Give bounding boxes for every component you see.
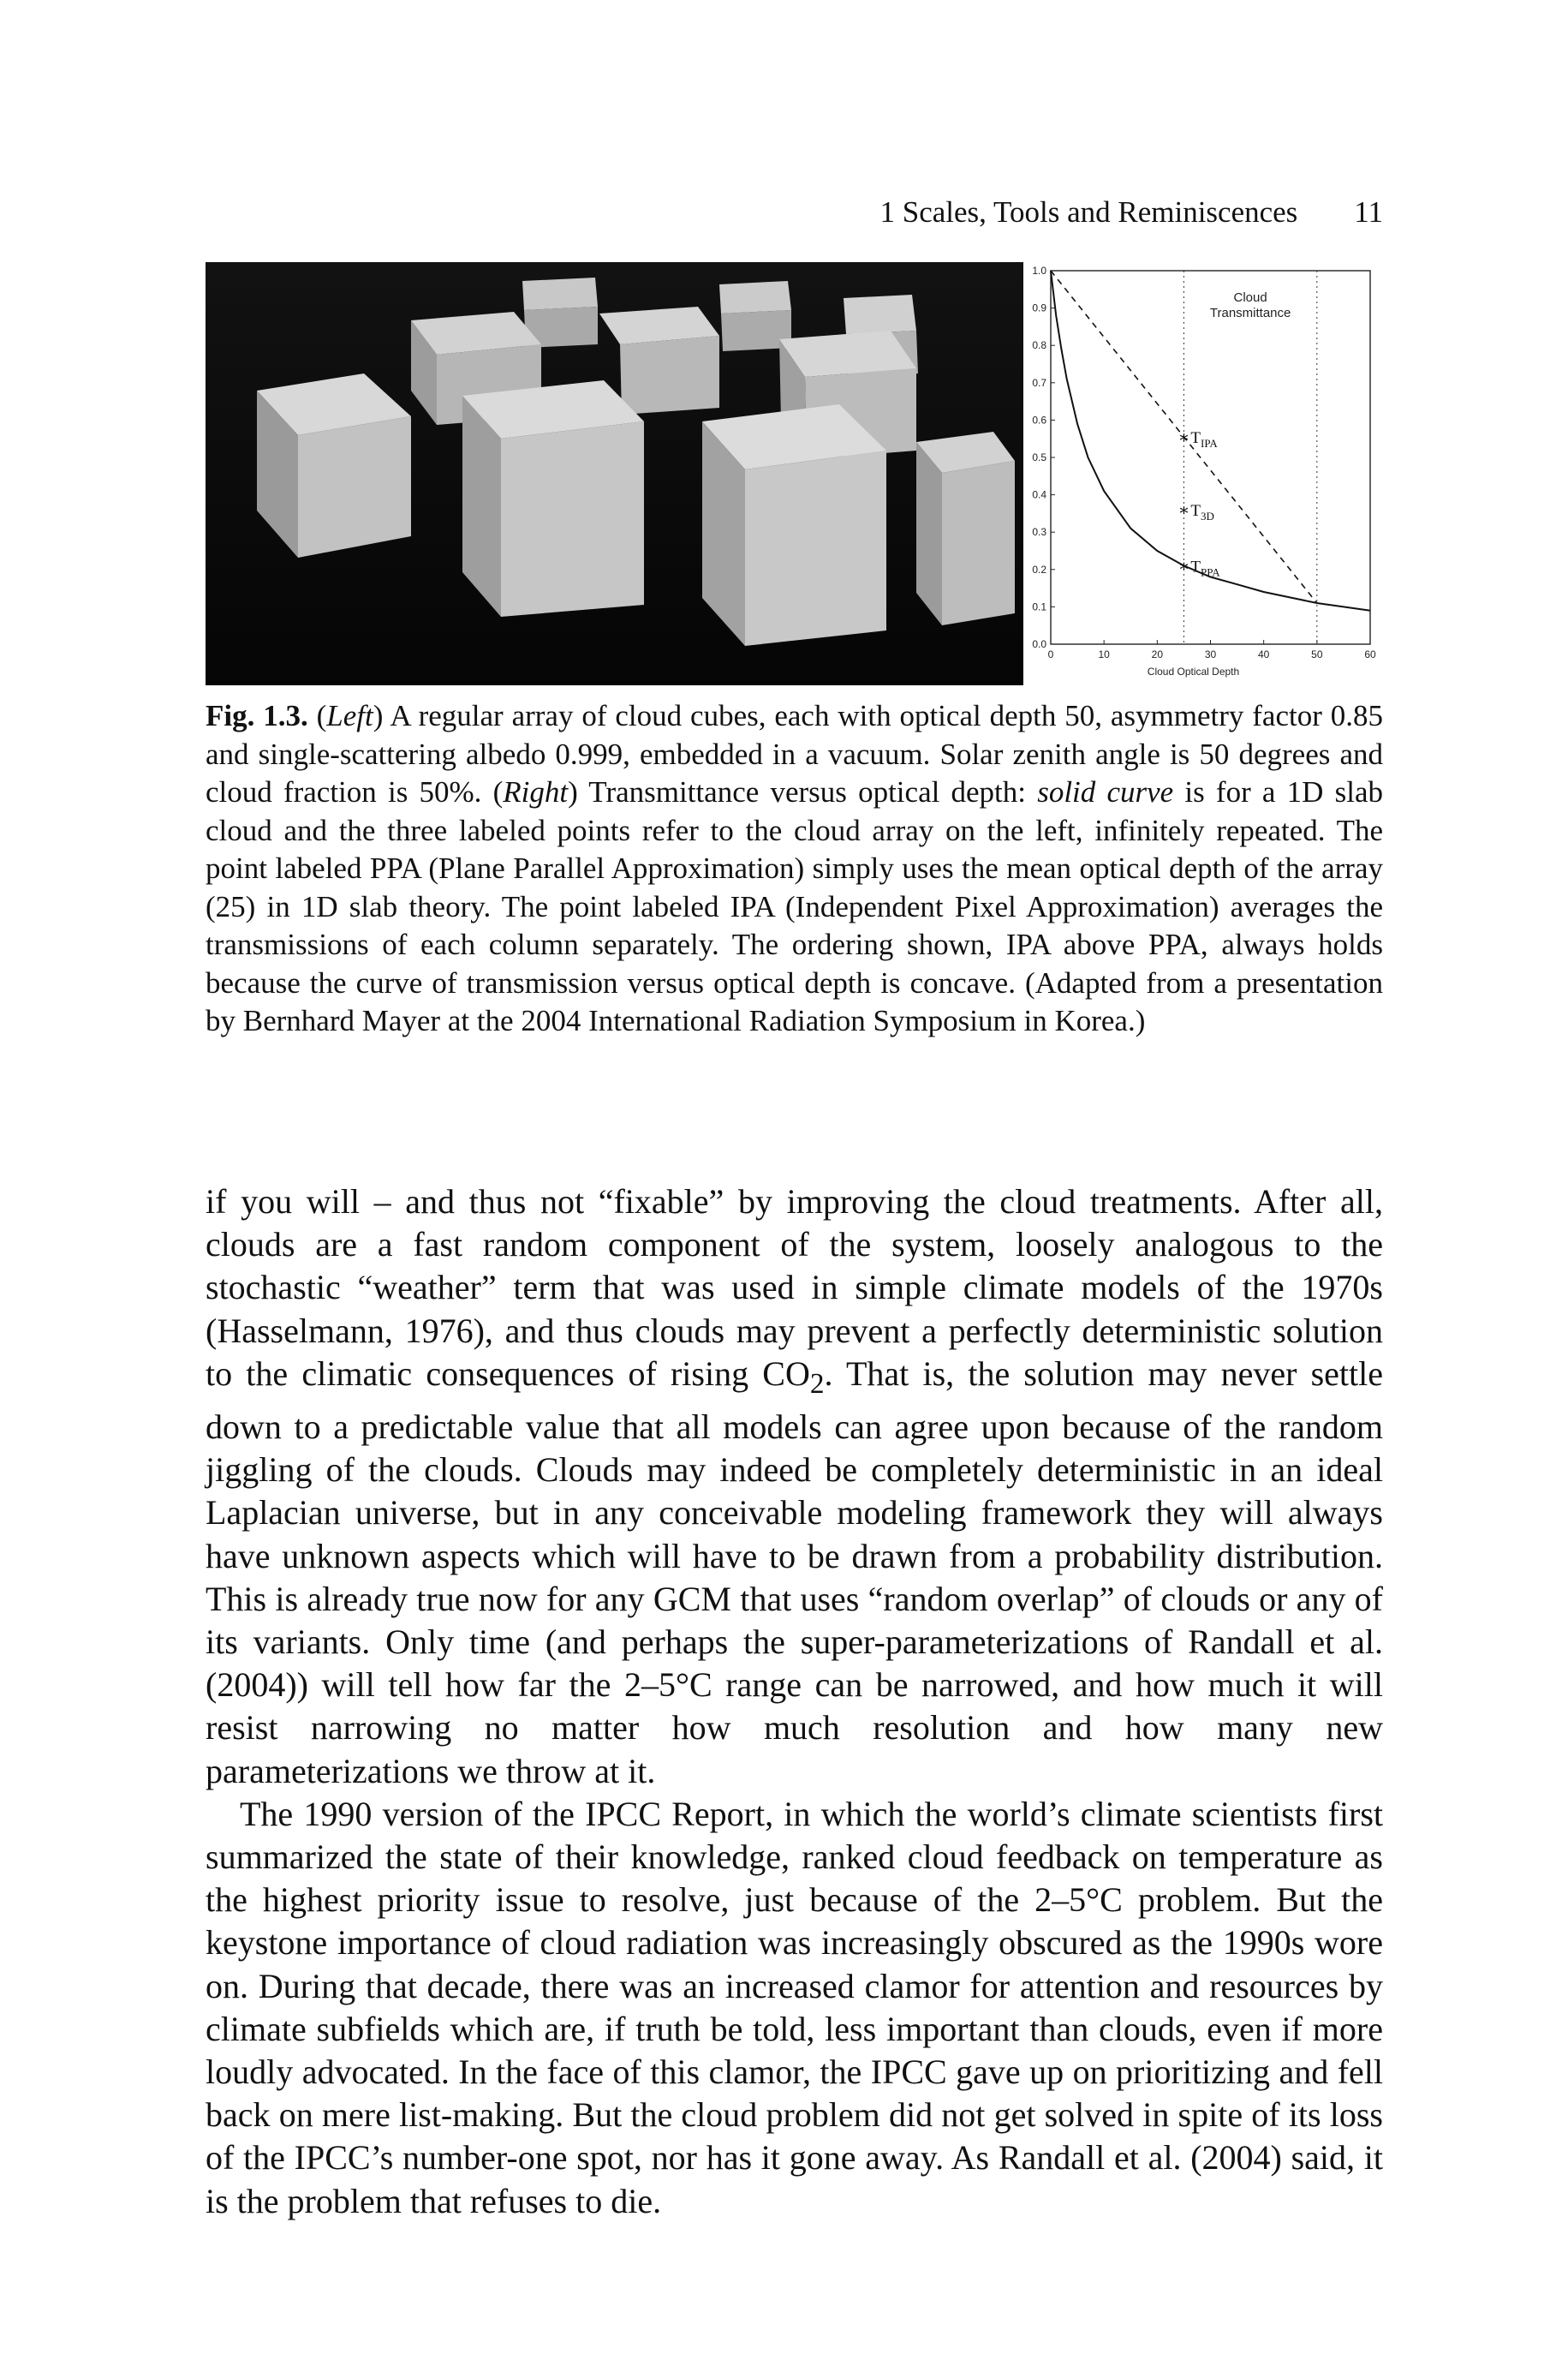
transmittance-chart (1023, 262, 1383, 685)
caption-left-word: Left (326, 699, 373, 732)
cube-front-4 (916, 432, 1015, 625)
x-tick-label: 40 (1257, 648, 1270, 660)
x-tick-label: 60 (1364, 648, 1376, 660)
legend-label: Transmittance (1209, 306, 1291, 320)
chart-svg (1023, 262, 1383, 685)
cube-front-3 (702, 404, 886, 646)
point-marker-3d: ∗ (1177, 501, 1190, 521)
paragraph-2: The 1990 version of the IPCC Report, in which the world’s climate scientists first summarized the state of their knowledge, ranked cloud feedback on temperature as the highest priority issue to resolve, just because of the 2–5°C problem. But the keystone importance of cloud radiation was increasingly obscured as the 1990s wore on. During that decade, there was an increased clamor for attention and resources by climate subfields which are, if truth be told, less important than clouds, even if more loudly advocated. In the face of this clamor, the IPCC gave up on prioritizing and fell back on mere list-making. But the cloud problem did not get solved in spite of its loss of the IPCC’s number-one spot, nor has it gone away. As Randall et al. (2004) said, it is the problem that refuses to die. (206, 1794, 1383, 2220)
y-tick-label: 0.7 (1032, 376, 1046, 389)
caption-right-word: Right (503, 775, 569, 809)
y-tick-label: 0.0 (1032, 638, 1046, 650)
y-tick-label: 0.5 (1032, 451, 1046, 463)
plot-frame (1051, 271, 1370, 644)
y-tick-label: 0.1 (1032, 600, 1046, 613)
point-label-3d: $T_{3D}$ (1190, 502, 1214, 523)
x-axis-title: Cloud Optical Depth (1147, 666, 1240, 678)
y-tick-label: 0.4 (1032, 488, 1046, 501)
body-text (206, 1180, 1383, 2223)
cube-front-1 (257, 373, 411, 558)
figure (206, 262, 1383, 685)
y-tick-label: 0.3 (1032, 526, 1046, 539)
cube-front-2 (462, 380, 644, 617)
y-tick-label: 0.2 (1032, 563, 1046, 576)
y-tick-label: 0.9 (1032, 302, 1046, 314)
paragraph-1-end: . That is, the solution may never settle down to a predictable value that all models can agree upon because of the random jiggling of the clouds. Clouds may indeed be completely deterministic in an ideal Laplacian universe, but in any conceivable modeling framework they will always have unknown aspects which will have to be drawn from a probability distribution. This is already true now for any GCM that uses “random overlap” of clouds or any of its variants. Only time (and perhaps the super-parameterizations of Randall et al. (2004)) will tell how far the 2–5°C range can be narrowed, and how much it will resist narrowing no matter how much resolution and how many new parameterizations we throw at it. (206, 1353, 1384, 1790)
cloud-cubes-render (206, 262, 1023, 685)
point-label-ipa: $T_{IPA}$ (1190, 429, 1218, 451)
point-label-ppa: $T_{PPA}$ (1190, 558, 1220, 579)
figure-label: Fig. 1.3. (206, 699, 308, 732)
chapter-title: 1 Scales, Tools and Reminiscences (879, 195, 1298, 229)
page-number: 11 (1354, 195, 1383, 229)
paragraph-1-start: if you will – and thus not “fixable” by improving the cloud treatments. After all, clouds are a fast random component of the system, loosely analogous to the stochastic “weather” term that was used in simple climate models of the 1970s (Hasselmann, 1976), and thus clouds may prevent a perfectly deterministic solution to the climatic consequences of rising CO (206, 1182, 1383, 1393)
point-marker-ipa: ∗ (1177, 428, 1190, 448)
caption-part3: is for a 1D slab cloud and the three labeled points refer to the cloud array on the left, infinitely repeated. The point labeled PPA (Plane Parallel Approximation) simply uses the mean optical depth of the array (25) in 1D slab theory. The point labeled IPA (Independent Pixel Approximation) averages the transmissions of each column separately. The ordering shown, IPA above PPA, always holds because the curve of transmission versus optical depth is concave. (Adapted from a presentation by Bernhard Mayer at the 2004 International Radiation Symposium in Korea.) (206, 775, 1384, 1037)
x-tick-label: 30 (1204, 648, 1217, 660)
figure-caption: Fig. 1.3. (Left) A regular array of cloud cubes, each with optical depth 50, asymmetry factor 0.85 and single-scattering albedo 0.999, embedded in a vacuum. Solar zenith angle is 50 degrees and cloud fraction is 50%. (Right) Transmittance versus optical depth: solid curve is for a 1D slab cloud and the three labeled points refer to the cloud array on the left, infinitely repeated. The point labeled PPA (Plane Parallel Approximation) simply uses the mean optical depth of the array (25) in 1D slab theory. The point labeled IPA (Independent Pixel Approximation) averages the transmissions of each column separately. The ordering shown, IPA above PPA, always holds because the curve of transmission versus optical depth is concave. (Adapted from a presentation by Bernhard Mayer at the 2004 International Radiation Symposium in Korea.) (206, 699, 1384, 1037)
point-marker-ppa: ∗ (1177, 557, 1190, 577)
co2-subscript: 2 (809, 1367, 825, 1400)
x-tick-label: 10 (1098, 648, 1110, 660)
caption-part1: A regular array of cloud cubes, each with optical depth 50, asymmetry factor 0.85 and single-scattering albedo 0.999, embedded in a vacuum. Solar zenith angle is 50 degrees and cloud fraction is 50%. (206, 699, 1384, 809)
y-tick-label: 1.0 (1032, 265, 1046, 277)
caption-solid-curve: solid curve (1037, 775, 1174, 809)
y-tick-label: 0.8 (1032, 339, 1046, 352)
caption-part2: Transmittance versus optical depth: (577, 775, 1038, 809)
cloud-cubes-image (206, 262, 1023, 685)
paragraph-1 (206, 1180, 1383, 1793)
legend-label: Cloud (1233, 290, 1267, 305)
x-tick-label: 50 (1311, 648, 1323, 660)
x-tick-label: 0 (1047, 648, 1054, 660)
running-header (0, 195, 1383, 230)
x-tick-label: 20 (1151, 648, 1164, 660)
y-tick-label: 0.6 (1032, 414, 1046, 427)
